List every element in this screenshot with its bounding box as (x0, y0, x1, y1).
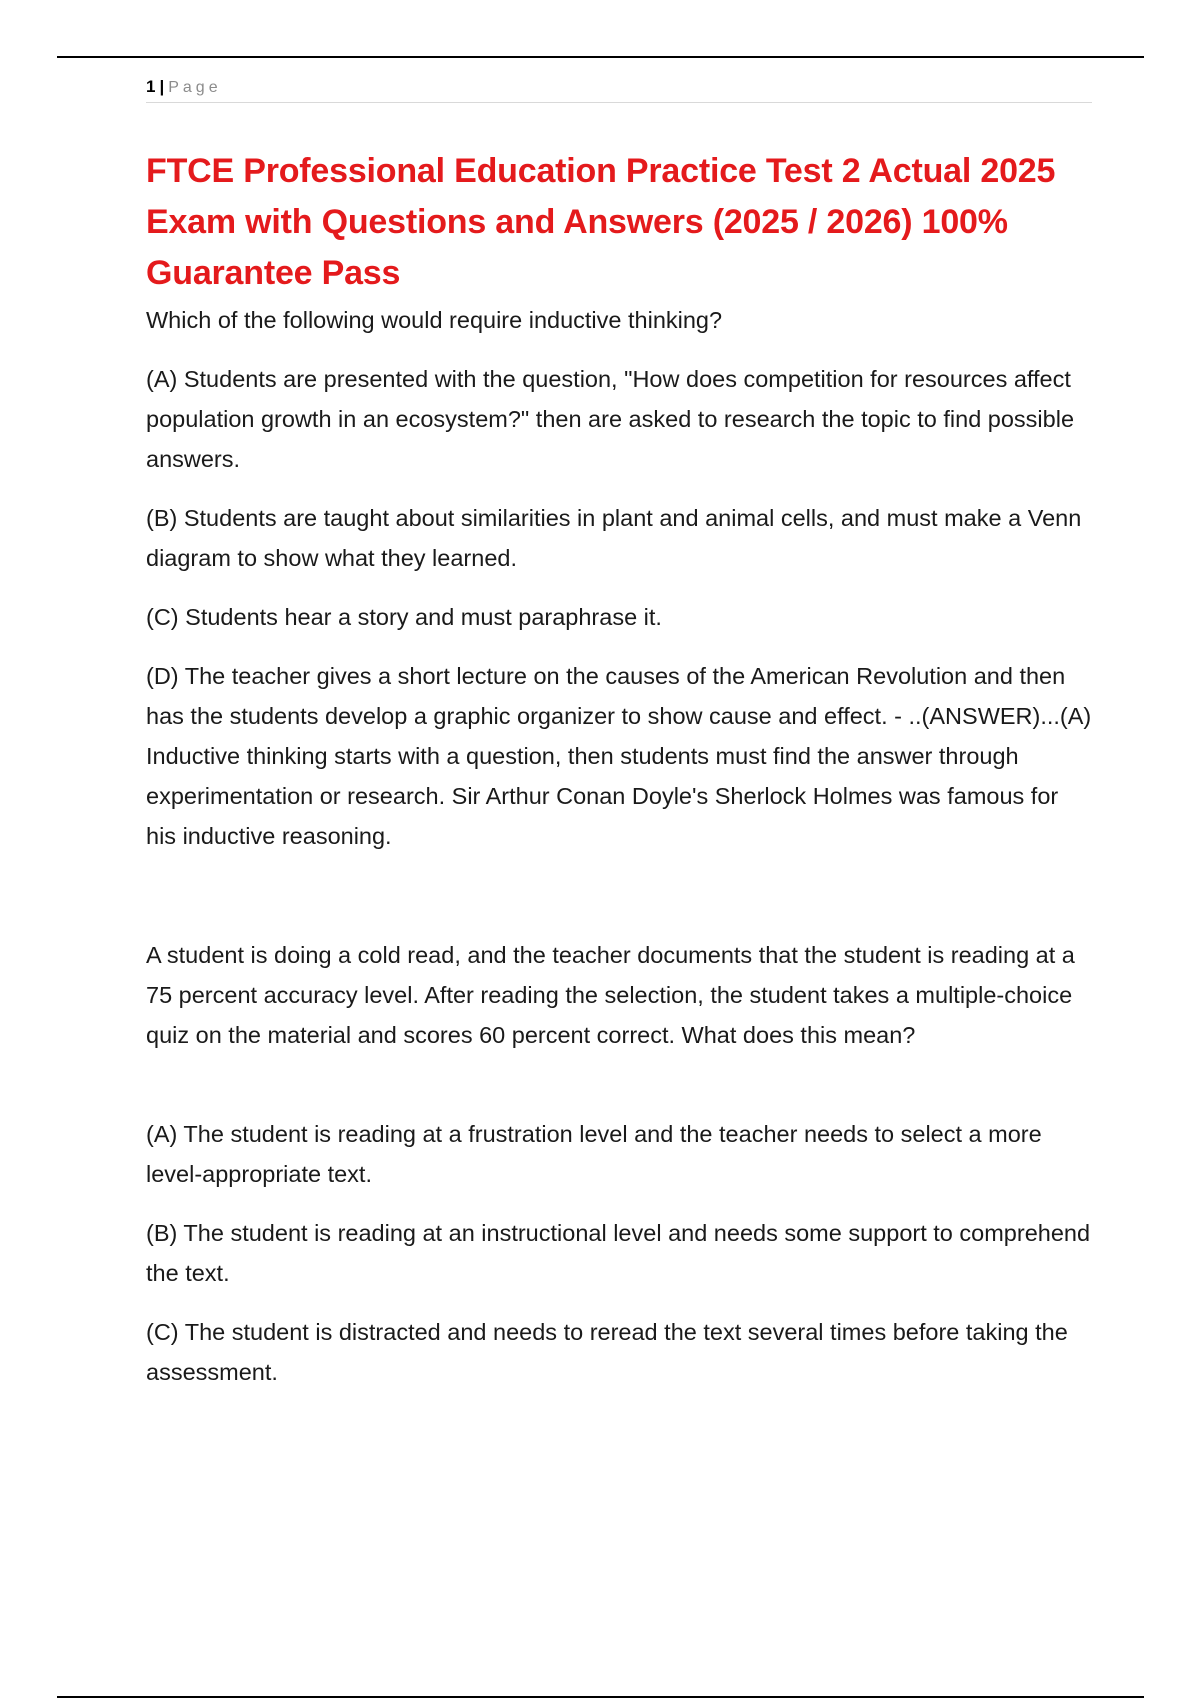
question-1-stem: Which of the following would require inductive thinking? (146, 307, 723, 333)
question-2-option-c: (C) The student is distracted and needs to reread the text several times before taking the assessment. (146, 1319, 1068, 1385)
question-2-option-a: (A) The student is reading at a frustration level and the teacher needs to select a more level-appropriate text. (146, 1121, 1042, 1187)
document-title: FTCE Professional Education Practice Test 2 Actual 2025 Exam with Questions and Answers (2025 / 2026) 100% Guarantee Pass (146, 152, 1056, 292)
question-1-option-a: (A) Students are presented with the question, "How does competition for resources affect population growth in an ecosystem?" then are asked to research the topic to find possible answers. (146, 366, 1075, 472)
page-number: 1 (146, 77, 156, 96)
page-header (146, 74, 1092, 103)
top-rule (57, 56, 1144, 58)
question-1-option-d-answer: (D) The teacher gives a short lecture on the causes of the American Revolution and then has the students develop a graphic organizer to show cause and effect. - ..(ANSWER)...(A) Inductive thinking starts with a question, then students must find the answer through experimentation or research. Sir Arthur Conan Doyle's Sherlock Holmes was famous for his inductive reasoning. (146, 663, 1092, 849)
bottom-rule (57, 1696, 1144, 1698)
question-2-stem: A student is doing a cold read, and the teacher documents that the student is reading at a 75 percent accuracy level. After reading the selection, the student takes a multiple-choice quiz on the material and scores 60 percent correct. What does this mean? (146, 942, 1075, 1048)
question-2-option-b: (B) The student is reading at an instructional level and needs some support to comprehend the text. (146, 1220, 1091, 1286)
page-separator: | (159, 77, 165, 96)
page-label: Page (168, 79, 222, 96)
question-1-option-b: (B) Students are taught about similarities in plant and animal cells, and must make a Venn diagram to show what they learned. (146, 505, 1082, 571)
document-body (146, 146, 1092, 1392)
question-1-option-c: (C) Students hear a story and must paraphrase it. (146, 604, 662, 630)
